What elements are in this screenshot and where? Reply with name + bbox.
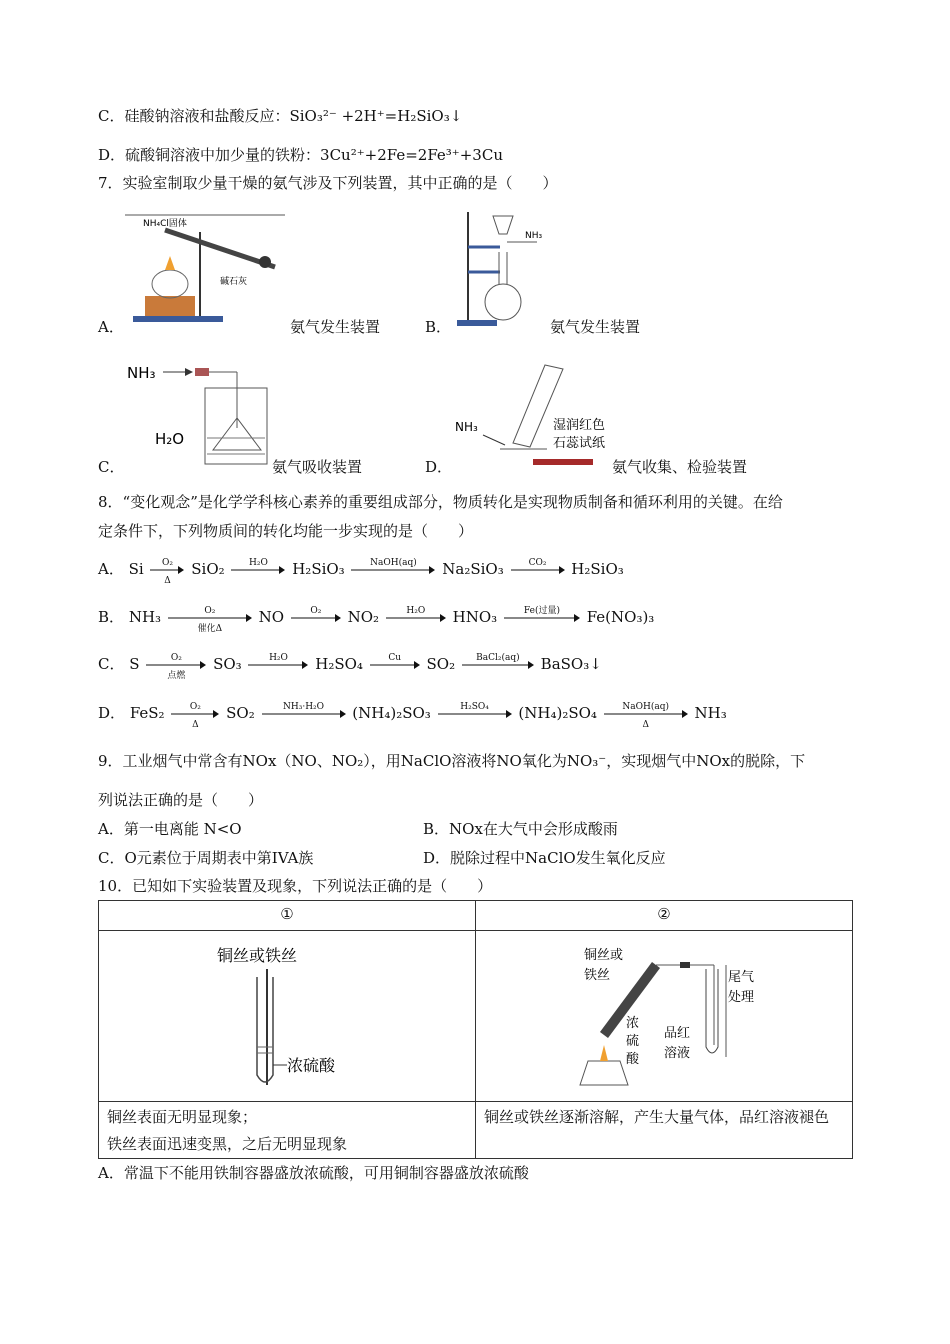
q7-d-caption: 氨气收集、检验装置 <box>612 458 748 476</box>
q8-a-cond-2: H₂O <box>249 558 268 568</box>
q8-b-arrow-4 <box>504 606 580 624</box>
q8-option-b <box>98 606 655 634</box>
q8-b-arrow-2 <box>291 606 341 624</box>
q6-option-d-text: D．硫酸铜溶液中加少量的铁粉： <box>98 146 321 164</box>
q8-c-cond-1b: 点燃 <box>167 671 186 681</box>
q7-figure-d <box>455 355 615 467</box>
q8-a-cond-3: NaOH(aq) <box>370 558 417 568</box>
q8-a-species-4: H₂SiO₃ <box>571 560 624 578</box>
q10-fig2-label-7: 溶液 <box>664 1046 691 1061</box>
q7-figure-c <box>125 358 270 466</box>
q8-d-species-3: (NH₄)₂SO₄ <box>518 704 597 722</box>
q8-stem-line-1: 8．“变化观念”是化学学科核心素养的重要组成部分，物质转化是实现物质制备和循环利用的关键。在给 <box>98 493 783 511</box>
q9-option-a: A．第一电离能 N<O <box>98 820 242 838</box>
q10-obs1-line-1: 铜丝表面无明显现象； <box>107 1108 258 1126</box>
q8-b-species-3: HNO₃ <box>452 608 498 626</box>
q8-a-species-0: Si <box>128 560 144 578</box>
q8-d-species-1: SO₂ <box>226 704 255 722</box>
q10-option-a: A．常温下不能用铁制容器盛放浓硫酸，可用铜制容器盛放浓硫酸 <box>98 1164 529 1182</box>
q6-option-c <box>98 105 462 127</box>
q10-fig2-label-6: 品红 <box>664 1026 691 1041</box>
q10-figure-cell-1 <box>99 931 476 1102</box>
q8-d-species-2: (NH₄)₂SO₃ <box>352 704 431 722</box>
q8-c-cond-2: H₂O <box>269 653 288 663</box>
q7-d-fig-label-1: NH₃ <box>455 420 478 434</box>
q8-c-species-1: SO₃ <box>213 655 242 673</box>
q7-c-fig-label-2: H₂O <box>155 430 185 448</box>
q8-a-arrow-3 <box>351 558 435 576</box>
q8-d-arrow-1 <box>171 702 219 730</box>
q8-d-species-4: NH₃ <box>694 704 727 722</box>
q8-c-cond-3: Cu <box>388 653 402 663</box>
q8-b-cond-2: O₂ <box>310 606 322 616</box>
q8-b-cond-3: H₂O <box>406 606 426 616</box>
q7-figure-a <box>125 212 290 324</box>
q8-d-arrow-4 <box>604 702 688 730</box>
q10-stem: 10．已知如下实验装置及现象，下列说法正确的是（ ） <box>98 877 493 895</box>
q6-option-d <box>98 144 503 166</box>
q7-b-fig-label: NH₃ <box>525 231 543 241</box>
q8-a-species-3: Na₂SiO₃ <box>442 560 504 578</box>
q8-d-species-0: FeS₂ <box>129 704 165 722</box>
q7-b-label: B． <box>425 318 452 336</box>
q8-stem-line-2: 定条件下，下列物质间的转化均能一步实现的是（ ） <box>98 522 474 540</box>
q8-a-species-1: SiO₂ <box>191 560 225 578</box>
q7-d-fig-label-3: 石蕊试纸 <box>553 436 606 451</box>
q10-fig2-label-8: 尾气 <box>728 970 755 985</box>
q8-b-species-4: Fe(NO₃)₃ <box>586 608 655 626</box>
q8-c-arrow-4 <box>462 653 534 671</box>
q9-option-c: C．O元素位于周期表中第IVA族 <box>98 849 314 867</box>
q7-d-label: D． <box>425 458 453 476</box>
q9-stem-line-2: 列说法正确的是（ ） <box>98 791 264 809</box>
q7-stem: 7．实验室制取少量干燥的氨气涉及下列装置，其中正确的是（ ） <box>98 174 558 192</box>
q6-option-c-formula: SiO₃²⁻ +2H⁺=H₂SiO₃↓ <box>289 107 463 125</box>
q8-c-arrow-3 <box>370 653 420 671</box>
q8-d-arrow-2 <box>262 702 346 720</box>
q8-c-species-0: S <box>129 655 140 673</box>
q8-option-c <box>98 653 602 681</box>
q8-d-cond-4: NaOH(aq) <box>622 702 670 712</box>
q10-fig2-label-5: 酸 <box>626 1052 640 1067</box>
q10-fig1-label-2: 浓硫酸 <box>287 1056 336 1075</box>
q7-c-label: C． <box>98 458 125 476</box>
q8-a-label: A． <box>98 560 124 578</box>
q7-c-fig-label-1: NH₃ <box>127 364 156 382</box>
q8-d-cond-2: NH₃·H₂O <box>283 702 325 712</box>
q8-b-species-0: NH₃ <box>128 608 162 626</box>
q9-stem-line-1: 9．工业烟气中常含有NOx（NO、NO₂），用NaClO溶液将NO氧化为NO₃⁻，实现烟气中NOx的脱除，下 <box>98 752 806 770</box>
q8-a-cond-1b: Δ <box>164 576 171 586</box>
q8-a-arrow-1 <box>150 558 184 586</box>
q10-fig2-label-3: 浓 <box>626 1016 640 1031</box>
q10-obs1-line-2: 铁丝表面迅速变黑，之后无明显现象 <box>107 1135 348 1153</box>
q8-c-species-3: SO₂ <box>426 655 456 673</box>
q8-d-arrow-3 <box>438 702 512 720</box>
q8-c-arrow-2 <box>248 653 308 671</box>
q8-a-arrow-2 <box>231 558 285 576</box>
q10-figure-cell-2 <box>476 931 853 1102</box>
q8-d-cond-3: H₂SO₄ <box>460 702 489 712</box>
q10-fig1-label-1: 铜丝或铁丝 <box>217 946 298 965</box>
q8-c-arrow-1 <box>146 653 206 681</box>
q10-fig2-label-4: 硫 <box>626 1034 640 1049</box>
q10-fig2-label-2: 铁丝 <box>584 968 611 983</box>
q8-option-a <box>98 558 624 586</box>
q8-c-species-4: BaSO₃↓ <box>540 655 602 673</box>
q8-b-label: B． <box>98 608 125 626</box>
q8-a-species-2: H₂SiO₃ <box>292 560 345 578</box>
q8-c-species-2: H₂SO₄ <box>315 655 363 673</box>
q8-b-species-1: NO <box>258 608 285 626</box>
q6-option-c-text: C．硅酸钠溶液和盐酸反应： <box>98 107 290 125</box>
q7-figure-b <box>455 202 550 330</box>
q8-b-species-2: NO₂ <box>347 608 380 626</box>
q7-a-fig-label-1: NH₄Cl固体 <box>143 219 187 229</box>
q8-b-cond-1: O₂ <box>204 606 216 616</box>
q9-option-b: B．NOx在大气中会形成酸雨 <box>423 820 618 838</box>
q10-experiment-table <box>98 900 853 1159</box>
q10-observation-1 <box>99 1102 476 1159</box>
q6-option-d-formula: 3Cu²⁺+2Fe=2Fe³⁺+3Cu <box>320 146 503 164</box>
q10-figure-2 <box>484 935 844 1093</box>
q7-a-fig-label-2: 碱石灰 <box>220 277 248 287</box>
q7-a-caption: 氨气发生装置 <box>290 318 381 336</box>
q8-b-arrow-1 <box>168 606 252 634</box>
q8-option-d <box>98 702 727 730</box>
q8-d-cond-1: O₂ <box>189 702 201 712</box>
q7-c-caption: 氨气吸收装置 <box>272 458 363 476</box>
q8-a-cond-1: O₂ <box>161 558 173 568</box>
q8-d-cond-1b: Δ <box>192 720 199 730</box>
q8-a-cond-4: CO₂ <box>528 558 547 568</box>
q10-observation-2: 铜丝或铁丝逐渐溶解，产生大量气体，品红溶液褪色 <box>476 1102 853 1159</box>
q10-fig2-label-9: 处理 <box>728 990 755 1005</box>
q8-b-arrow-3 <box>386 606 446 624</box>
q8-b-cond-4: Fe(过量) <box>523 606 560 616</box>
q8-c-label: C． <box>98 655 125 673</box>
q10-figure-1 <box>107 935 467 1093</box>
q7-b-caption: 氨气发生装置 <box>550 318 641 336</box>
q8-a-arrow-4 <box>511 558 565 576</box>
q10-header-2: ② <box>476 901 853 931</box>
q10-fig2-label-1: 铜丝或 <box>584 948 624 963</box>
q7-a-label: A． <box>98 318 124 336</box>
q8-b-cond-1b: 催化Δ <box>197 624 223 634</box>
q8-c-cond-1: O₂ <box>170 653 182 663</box>
q7-d-fig-label-2: 湿润红色 <box>553 418 606 433</box>
q8-d-label: D． <box>98 704 126 722</box>
q10-header-1: ① <box>99 901 476 931</box>
q8-c-cond-4: BaCl₂(aq) <box>476 653 520 663</box>
q8-d-cond-4b: Δ <box>642 720 649 730</box>
q9-option-d: D．脱除过程中NaClO发生氧化反应 <box>423 849 666 867</box>
